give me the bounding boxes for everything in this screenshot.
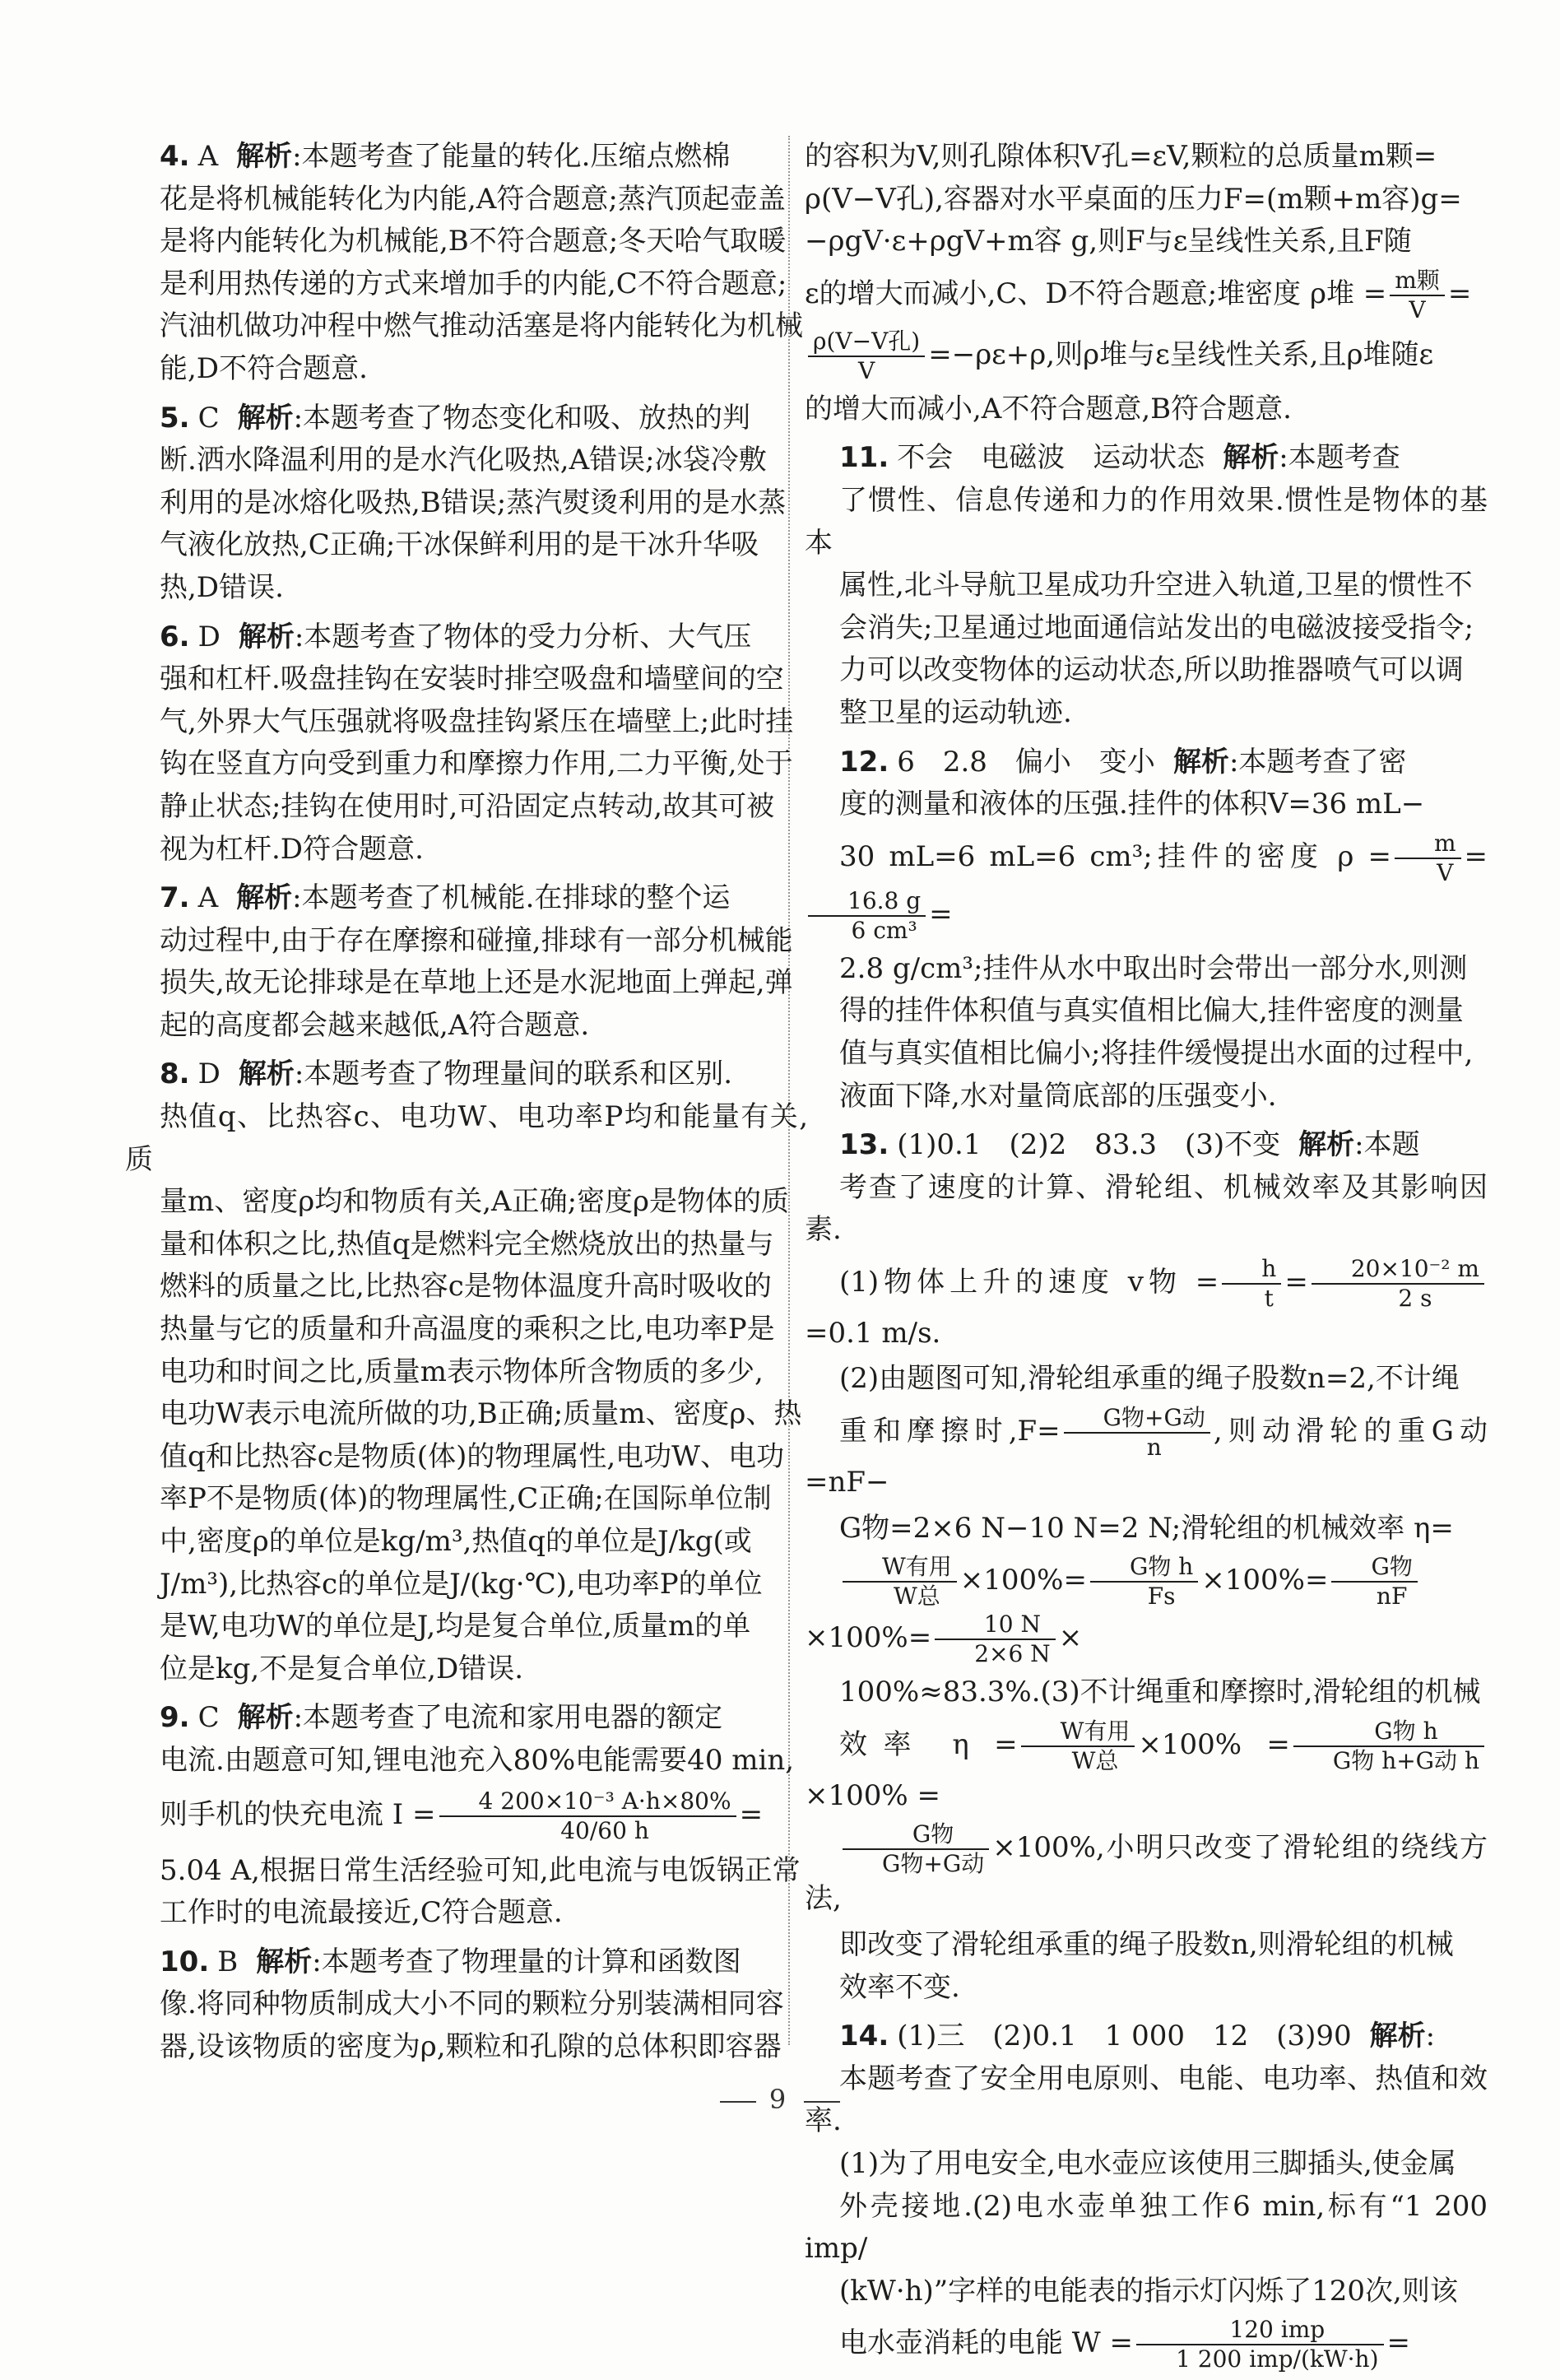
text-line: 花是将机械能转化为内能,A符合题意;蒸汽顶起壶盖 <box>160 182 786 216</box>
fraction-denominator: nF <box>1376 1583 1408 1611</box>
formula-line <box>805 1820 1488 1921</box>
fraction <box>1312 1255 1484 1313</box>
text-line: 热值q、比热容c、电功W、电功率P均和能量有关,质 <box>125 1100 808 1176</box>
text-line: 量和体积之比,热值q是燃料完全燃烧放出的热量与 <box>160 1227 774 1261</box>
fraction-numerator: 20×10⁻² m <box>1312 1255 1484 1285</box>
formula-line <box>805 1404 1488 1504</box>
analysis-label: 解析 <box>1298 1128 1355 1162</box>
answer-choice: A <box>197 140 219 173</box>
formula-text: =0.1 m/s. <box>805 1316 941 1350</box>
answer-q10-continued <box>805 136 1488 430</box>
fraction-numerator: W有用 <box>1021 1718 1135 1747</box>
text-line: 气液化放热,C正确;干冰保鲜利用的是干冰升华吸 <box>160 528 759 562</box>
fraction-numerator: G物 h <box>1293 1718 1484 1747</box>
fraction <box>1090 1553 1198 1611</box>
fraction-numerator: 120 imp <box>1136 2316 1383 2345</box>
fraction-denominator: V <box>1437 858 1454 886</box>
fraction <box>1021 1718 1135 1775</box>
question-number: 7. <box>160 881 190 915</box>
formula-line <box>125 1787 808 1845</box>
formula-text: (1)物体上升的速度 v物 = <box>839 1265 1219 1299</box>
formula-text: =−ρε+ρ,则ρ堆与ε呈线性关系,且ρ堆随ε <box>928 337 1434 371</box>
text-line: 率P不是物质(体)的物理属性,C正确;在国际单位制 <box>160 1482 772 1516</box>
answer-choice: 6 2.8 偏小 变小 <box>897 745 1155 779</box>
question-number: 5. <box>160 401 190 435</box>
answer-choice: C <box>197 401 220 435</box>
formula-text: ×100%= <box>805 1621 932 1655</box>
formula-text: 30 mL=6 mL=6 cm³;挂件的密度 ρ = <box>839 839 1391 873</box>
formula-line <box>805 1718 1488 1818</box>
question-number: 11. <box>839 441 889 475</box>
question-number: 12. <box>839 745 889 779</box>
answer-choice: A <box>197 881 219 915</box>
fraction <box>1395 830 1461 887</box>
text-line: 会消失;卫星通过地面通信站发出的电磁波接受指令; <box>839 611 1474 644</box>
text-line: 损失,故无论排球是在草地上还是水泥地面上弹起,弹 <box>160 966 793 1000</box>
formula-text: 效率 η = <box>839 1727 1018 1761</box>
text-line: :本题考查了机械能.在排球的整个运 <box>292 881 731 915</box>
answer-choice: (1)0.1 (2)2 83.3 (3)不变 <box>897 1128 1281 1162</box>
text-line: : <box>1425 2020 1436 2053</box>
text-line: :本题考查了电流和家用电器的额定 <box>293 1701 723 1735</box>
text-line: 像.将同种物质制成大小不同的颗粒分别装满相同容 <box>160 1987 784 2021</box>
fraction <box>1136 2316 1383 2373</box>
analysis-label: 解析 <box>236 881 293 915</box>
text-line: 能,D不符合题意. <box>160 351 368 385</box>
formula-line <box>805 830 1488 945</box>
text-line: 电功和时间之比,质量m表示物体所含物质的多少, <box>160 1355 764 1388</box>
text-line: 5.04 A,根据日常生活经验可知,此电流与电饭锅正常 <box>160 1853 801 1887</box>
text-line: J/m³),比热容c的单位是J/(kg·℃),电功率P的单位 <box>160 1567 763 1601</box>
analysis-label: 解析 <box>238 1058 295 1091</box>
formula-text: 则手机的快充电流 I = <box>160 1797 436 1831</box>
text-line: 量m、密度ρ均和物质有关,A正确;密度ρ是物体的质 <box>160 1185 790 1219</box>
fraction <box>1331 1553 1417 1611</box>
text-line: :本题考查了物理量的计算和函数图 <box>312 1945 741 1978</box>
fraction <box>843 1553 957 1611</box>
formula-text: 重和摩擦时,F= <box>839 1415 1061 1448</box>
text-line: 效率不变. <box>839 1970 960 2004</box>
fraction-numerator: G物 h <box>1090 1553 1198 1583</box>
answer-q12 <box>805 741 1488 1118</box>
fraction-denominator: 2×6 N <box>974 1640 1051 1668</box>
text-line: 的增大而减小,A不符合题意,B符合题意. <box>805 392 1292 425</box>
formula-text: ε的增大而减小,C、D不符合题意;堆密度 ρ堆 = <box>805 277 1387 310</box>
analysis-label: 解析 <box>1369 2020 1426 2053</box>
fraction-denominator: W总 <box>894 1583 940 1611</box>
answer-q8 <box>125 1053 808 1690</box>
formula-text: 电水壶消耗的电能 W = <box>839 2327 1134 2360</box>
formula-text: ×100% = <box>805 1778 940 1812</box>
question-number: 4. <box>160 140 190 173</box>
fraction-numerator: 10 N <box>935 1611 1056 1640</box>
fraction-numerator: ρ(V−V孔) <box>808 328 925 357</box>
answer-q11 <box>805 437 1488 734</box>
text-line: 值q和比热容c是物质(体)的物理属性,电功W、电功 <box>160 1439 785 1473</box>
question-number: 8. <box>160 1058 190 1091</box>
text-line: 断.洒水降温利用的是水汽化吸热,A错误;冰袋冷敷 <box>160 444 767 477</box>
page-number-dash-right <box>804 2101 840 2103</box>
analysis-label: 解析 <box>237 1701 294 1735</box>
text-line: 起的高度都会越来越低,A符合题意. <box>160 1008 590 1042</box>
fraction-numerator: m颗 <box>1390 267 1445 296</box>
analysis-label: 解析 <box>237 401 294 435</box>
fraction-denominator: V <box>857 356 875 384</box>
answer-choice: 不会 电磁波 运动状态 <box>897 441 1205 475</box>
answer-q10 <box>125 1941 808 2069</box>
formula-text: ×100% = <box>1138 1727 1290 1761</box>
formula-text: ,则动滑轮的重G动=nF− <box>805 1415 1488 1499</box>
answer-choice: D <box>197 1058 221 1091</box>
fraction <box>1064 1404 1210 1462</box>
text-line: 度的测量和液体的压强.挂件的体积V=36 mL− <box>839 788 1425 821</box>
text-line: :本题考查了能量的转化.压缩点燃棉 <box>292 140 731 173</box>
formula-line <box>805 2316 1488 2373</box>
formula-text: = <box>1447 277 1472 310</box>
right-column <box>805 136 1488 2380</box>
analysis-label: 解析 <box>1172 745 1229 779</box>
text-line: 是W,电功W的单位是J,均是复合单位,质量m的单 <box>160 1610 751 1643</box>
text-line: :本题考查 <box>1279 441 1400 475</box>
analysis-label: 解析 <box>1223 441 1279 475</box>
fraction-numerator: G物 <box>843 1820 989 1850</box>
formula-text: × <box>1058 1621 1083 1655</box>
text-line: 利用的是冰熔化吸热,B错误;蒸汽熨烫利用的是水蒸 <box>160 486 787 519</box>
question-number: 13. <box>839 1128 889 1162</box>
fraction-numerator: G物+G动 <box>1064 1404 1210 1434</box>
text-line: (1)为了用电安全,电水壶应该使用三脚插头,使金属 <box>839 2147 1456 2180</box>
text-line: 考查了速度的计算、滑轮组、机械效率及其影响因素. <box>805 1170 1488 1247</box>
formula-text: = <box>739 1797 764 1831</box>
fraction <box>808 887 926 945</box>
text-line: 外壳接地.(2)电水壶单独工作6 min,标有“1 200 imp/ <box>805 2189 1488 2266</box>
text-line: 100%≈83.3%.(3)不计绳重和摩擦时,滑轮组的机械 <box>839 1676 1481 1709</box>
analysis-label: 解析 <box>236 140 293 173</box>
formula-text: = <box>929 897 953 931</box>
answer-choice: B <box>217 1945 239 1978</box>
text-line: 热量与它的质量和升高温度的乘积之比,电功率P是 <box>160 1313 775 1346</box>
answer-choice: (1)三 (2)0.1 1 000 12 (3)90 <box>897 2020 1352 2053</box>
fraction-denominator: V <box>1409 295 1426 323</box>
text-line: 热,D错误. <box>160 570 284 604</box>
text-line: 整卫星的运动轨迹. <box>839 695 1072 729</box>
page-number-dash-left <box>720 2101 756 2103</box>
question-number: 6. <box>160 620 190 653</box>
text-line: 即改变了滑轮组承重的绳子股数n,则滑轮组的机械 <box>839 1928 1454 1962</box>
answer-choice: C <box>197 1701 220 1735</box>
text-line: 2.8 g/cm³;挂件从水中取出时会带出一部分水,则测 <box>839 951 1468 985</box>
fraction-denominator: G物+G动 <box>882 1850 985 1878</box>
text-line: 本题考查了安全用电原则、电能、电功率、热值和效率. <box>805 2062 1488 2138</box>
question-number: 10. <box>160 1945 210 1978</box>
text-line: 液面下降,水对量筒底部的压强变小. <box>839 1079 1277 1113</box>
page-number <box>0 2084 1560 2115</box>
text-line: 汽油机做功冲程中燃气推动活塞是将内能转化为机械 <box>160 309 803 343</box>
answer-q7 <box>125 877 808 1047</box>
question-number: 9. <box>160 1701 190 1735</box>
fraction <box>935 1611 1056 1668</box>
answer-q14 <box>805 2015 1488 2373</box>
text-line: 属性,北斗导航卫星成功升空进入轨道,卫星的惯性不 <box>839 569 1473 602</box>
fraction-denominator: Fs <box>1147 1583 1176 1611</box>
fraction-denominator: 2 s <box>1398 1284 1432 1312</box>
fraction-numerator: 16.8 g <box>808 887 926 917</box>
text-line: (2)由题图可知,滑轮组承重的绳子股数n=2,不计绳 <box>839 1362 1460 1396</box>
text-line: 工作时的电流最接近,C符合题意. <box>160 1896 563 1930</box>
text-line: 力可以改变物体的运动状态,所以助推器喷气可以调 <box>839 653 1464 687</box>
text-line: :本题考查了物理量间的联系和区别. <box>294 1058 733 1091</box>
text-line: 气,外界大气压强就将吸盘挂钩紧压在墙壁上;此时挂 <box>160 704 794 738</box>
text-line: 位是kg,不是复合单位,D错误. <box>160 1652 524 1685</box>
answer-q6 <box>125 616 808 872</box>
page-number-text: 9 <box>768 2084 792 2115</box>
formula-line <box>805 1553 1488 1668</box>
analysis-label: 解析 <box>238 620 295 653</box>
text-line: 值与真实值相比偏小;将挂件缓慢提出水面的过程中, <box>839 1036 1474 1070</box>
text-line: ρ(V−V孔),容器对水平桌面的压力F=(m颗+m容)g= <box>805 182 1462 216</box>
answer-q5 <box>125 397 808 610</box>
answer-q13 <box>805 1124 1488 2009</box>
text-line: 电流.由题意可知,锂电池充入80%电能需要40 min, <box>160 1743 795 1777</box>
answer-q4 <box>125 136 808 391</box>
left-column <box>125 136 808 2076</box>
fraction-denominator: G物 h+G动 h <box>1332 1746 1479 1774</box>
fraction-denominator: 40/60 h <box>560 1816 649 1844</box>
fraction-denominator: 1 200 imp/(kW·h) <box>1176 2345 1379 2373</box>
formula-line <box>805 328 1488 385</box>
formula-text: = <box>1464 839 1488 873</box>
formula-text: = <box>1386 2327 1411 2360</box>
fraction-numerator: m <box>1395 830 1461 859</box>
fraction <box>843 1820 989 1878</box>
text-line: G物=2×6 N−10 N=2 N;滑轮组的机械效率 η= <box>839 1511 1454 1545</box>
fraction-numerator: 4 200×10⁻³ A·h×80% <box>439 1787 736 1817</box>
text-line: 得的挂件体积值与真实值相比偏大,挂件密度的测量 <box>839 994 1464 1028</box>
text-line: 了惯性、信息传递和力的作用效果.惯性是物体的基本 <box>805 483 1488 560</box>
text-line: 燃料的质量之比,比热容c是物体温度升高时吸收的 <box>160 1270 772 1304</box>
formula-text: ×100%= <box>1201 1564 1329 1597</box>
text-line: :本题考查了密 <box>1228 745 1407 779</box>
fraction-denominator: 6 cm³ <box>851 916 917 944</box>
text-line: 静止状态;挂钩在使用时,可沿固定点转动,故其可被 <box>160 789 775 823</box>
text-line: 的容积为V,则孔隙体积V孔=εV,颗粒的总质量m颗= <box>805 140 1437 173</box>
text-line: 视为杠杆.D符合题意. <box>160 832 424 866</box>
fraction <box>1293 1718 1484 1775</box>
question-number: 14. <box>839 2020 889 2053</box>
fraction <box>1222 1255 1281 1313</box>
fraction-numerator: G物 <box>1331 1553 1417 1583</box>
fraction <box>1390 267 1445 324</box>
fraction <box>808 328 925 385</box>
text-line: 强和杠杆.吸盘挂钩在安装时排空吸盘和墙壁间的空 <box>160 662 784 696</box>
formula-line <box>805 267 1488 324</box>
fraction-denominator: t <box>1264 1284 1274 1312</box>
text-line: 钩在竖直方向受到重力和摩擦力作用,二力平衡,处于 <box>160 747 793 781</box>
fraction-denominator: W总 <box>1071 1746 1119 1774</box>
fraction-numerator: h <box>1222 1255 1281 1285</box>
formula-line: (1)物体上升的速度 v物 = $\frac{h}{t}$ = $\frac{\text{20×10⁻² m}}{2 s}$ =0.1 m/s. <box>805 1255 1488 1355</box>
fraction <box>439 1787 736 1845</box>
text-line: −ρgV·ε+ρgV+m容 g,则F与ε呈线性关系,且F随 <box>805 225 1412 258</box>
fraction-denominator: n <box>1146 1434 1162 1462</box>
text-line: :本题 <box>1354 1128 1420 1162</box>
text-line: 是利用热传递的方式来增加手的内能,C不符合题意; <box>160 267 787 300</box>
text-line: 中,密度ρ的单位是kg/m³,热值q的单位是J/kg(或 <box>160 1525 752 1558</box>
formula-text: ×100%,小明只改变了滑轮组的绕线方法, <box>805 1831 1488 1916</box>
text-line: 动过程中,由于存在摩擦和碰撞,排球有一部分机械能 <box>160 923 793 957</box>
text-line: 器,设该物质的密度为ρ,颗粒和孔隙的总体积即容器 <box>160 2029 782 2063</box>
text-line: 是将内能转化为机械能,B不符合题意;冬天哈气取暖 <box>160 225 787 258</box>
text-line: 电功W表示电流所做的功,B正确;质量m、密度ρ、热 <box>160 1397 802 1431</box>
text-line: :本题考查了物态变化和吸、放热的判 <box>293 401 751 435</box>
formula-text: ×100%= <box>959 1564 1087 1597</box>
answer-q9 <box>125 1697 808 1934</box>
answer-choice: D <box>197 620 221 653</box>
text-line: :本题考查了物体的受力分析、大气压 <box>294 620 752 653</box>
fraction-numerator: W有用 <box>843 1553 957 1583</box>
analysis-label: 解析 <box>256 1945 313 1978</box>
text-line: (kW·h)”字样的电能表的指示灯闪烁了120次,则该 <box>839 2274 1458 2308</box>
